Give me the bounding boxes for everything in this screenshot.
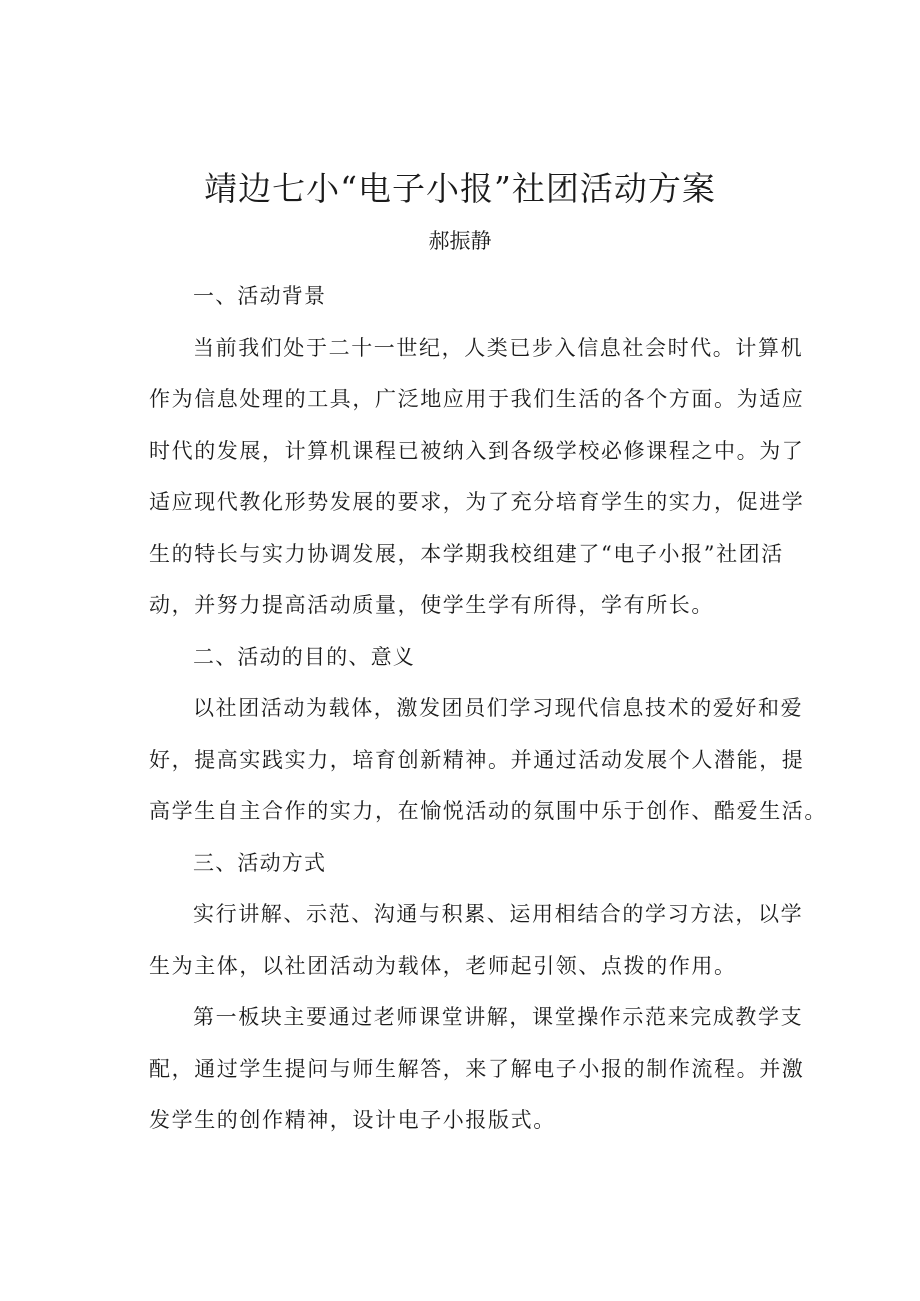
document-title: 靖边七小“电子小报”社团活动方案	[204, 169, 716, 208]
paragraph-line: 以社团活动为载体，激发团员们学习现代信息技术的爱好和爱	[193, 696, 804, 720]
document-author: 郝振静	[428, 229, 492, 253]
document-body	[149, 274, 827, 1150]
paragraph-line: 高学生自主合作的实力，在愉悦活动的氛围中乐于创作、酷爱生活。	[149, 799, 827, 823]
paragraph-line: 实行讲解、示范、沟通与积累、运用相结合的学习方法，以学	[193, 902, 804, 926]
paragraph-line: 生的特长与实力协调发展，本学期我校组建了“电子小报”社团活	[149, 541, 784, 566]
paragraph-line: 当前我们处于二十一世纪，人类已步入信息社会时代。计算机	[193, 335, 804, 360]
section-heading-method: 三、活动方式	[193, 850, 327, 875]
paragraph-line: 生为主体，以社团活动为载体，老师起引领、点拨的作用。	[149, 953, 737, 978]
section-heading-purpose: 二、活动的目的、意义	[193, 644, 415, 669]
section-heading-background: 一、活动背景	[193, 284, 327, 308]
paragraph-line: 配，通过学生提问与师生解答，来了解电子小报的制作流程。并激	[149, 1056, 805, 1081]
paragraph-line: 第一板块主要通过老师课堂讲解，课堂操作示范来完成教学支	[193, 1005, 804, 1029]
paragraph-line: 动，并努力提高活动质量，使学生学有所得，学有所长。	[149, 593, 714, 617]
paragraph-line: 作为信息处理的工具，广泛地应用于我们生活的各个方面。为适应	[149, 387, 805, 411]
paragraph-line: 好，提高实践实力，培育创新精神。并通过活动发展个人潜能，提	[149, 747, 805, 772]
paragraph-line: 时代的发展，计算机课程已被纳入到各级学校必修课程之中。为了	[149, 438, 805, 463]
paragraph-line: 发学生的创作精神，设计电子小报版式。	[149, 1108, 556, 1132]
paragraph-line: 适应现代教化形势发展的要求，为了充分培育学生的实力，促进学	[149, 490, 805, 514]
